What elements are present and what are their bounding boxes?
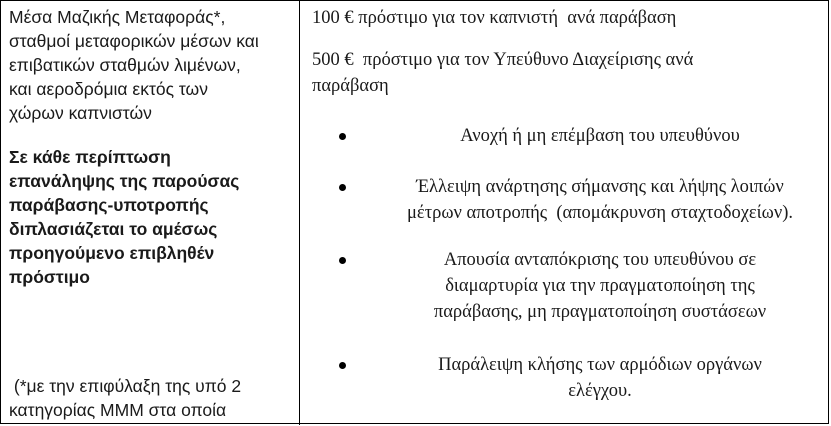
footnote-text [9,374,294,422]
category-cell [9,5,294,289]
bullet-line: Έλλειψη ανάρτησης σήμανσης και λήψης λοιπών [416,177,784,197]
repeat-line: προηγούμενο επιβληθέν [9,243,215,263]
category-text [9,5,294,125]
repeat-line: Σε κάθε περίπτωση [9,147,171,167]
list-item [339,123,823,149]
repeat-line: επανάληψης της παρούσας [9,171,240,191]
list-item [339,352,823,404]
bullet-line: Απουσία ανταπόκρισης του υπευθύνου σε [443,250,757,270]
bullet-line: Ανοχή ή μη επέμβαση του υπευθύνου [460,126,740,146]
bullet-line: μέτρων αποτροπής (απομάκρυνση σταχτοδοχείων). [407,203,793,223]
bullet-line: παράβασης, μη πραγματοποίηση συστάσεων [433,302,767,322]
bullet-icon [339,257,346,264]
bullet-line: ελέγχου. [568,381,632,401]
smoker-fine: 100 € πρόστιμο για τον καπνιστή ανά παράβαση [312,8,677,28]
note-line: (*με την επιφύλαξη της υπό 2 [9,376,242,396]
bullet-text [377,352,823,404]
bullet-icon [339,362,346,369]
bullet-text [377,174,823,226]
violations-list [339,174,823,226]
repeat-line: πρόστιμο [9,267,90,287]
list-item [339,174,823,226]
category-line: επιβατικών σταθμών λιμένων, [9,55,241,75]
violations-list [339,352,823,404]
manager-fine [312,47,822,99]
repeat-offense-text [9,145,294,289]
column-divider [299,1,300,425]
note-line: κατηγορίας ΜΜΜ στα οποία [9,400,227,420]
bullet-icon [339,184,346,191]
category-line: και αεροδρόμια εκτός των [9,79,208,99]
bullet-line: Παράλειψη κλήσης των αρμόδιων οργάνων [438,355,762,375]
violations-list [339,247,823,325]
repeat-line: διπλασιάζεται το αμέσως [9,219,218,239]
repeat-line: παράβασης-υποτροπής [9,195,209,215]
category-line: σταθμοί μεταφορικών μέσων και [9,31,259,51]
category-line: χώρων καπνιστών [9,103,152,123]
bullet-text [377,123,823,149]
manager-fine-line: παράβαση [312,76,389,96]
bullet-line: διαμαρτυρία για την πραγματοποίηση της [445,276,755,296]
list-item [339,247,823,325]
manager-fine-line: 500 € πρόστιμο για τον Υπεύθυνο Διαχείρισης ανά [312,50,694,70]
bullet-icon [339,133,346,140]
bullet-text [377,247,823,325]
category-line: Μέσα Μαζικής Μεταφοράς*, [9,7,226,27]
violations-list [339,123,823,149]
